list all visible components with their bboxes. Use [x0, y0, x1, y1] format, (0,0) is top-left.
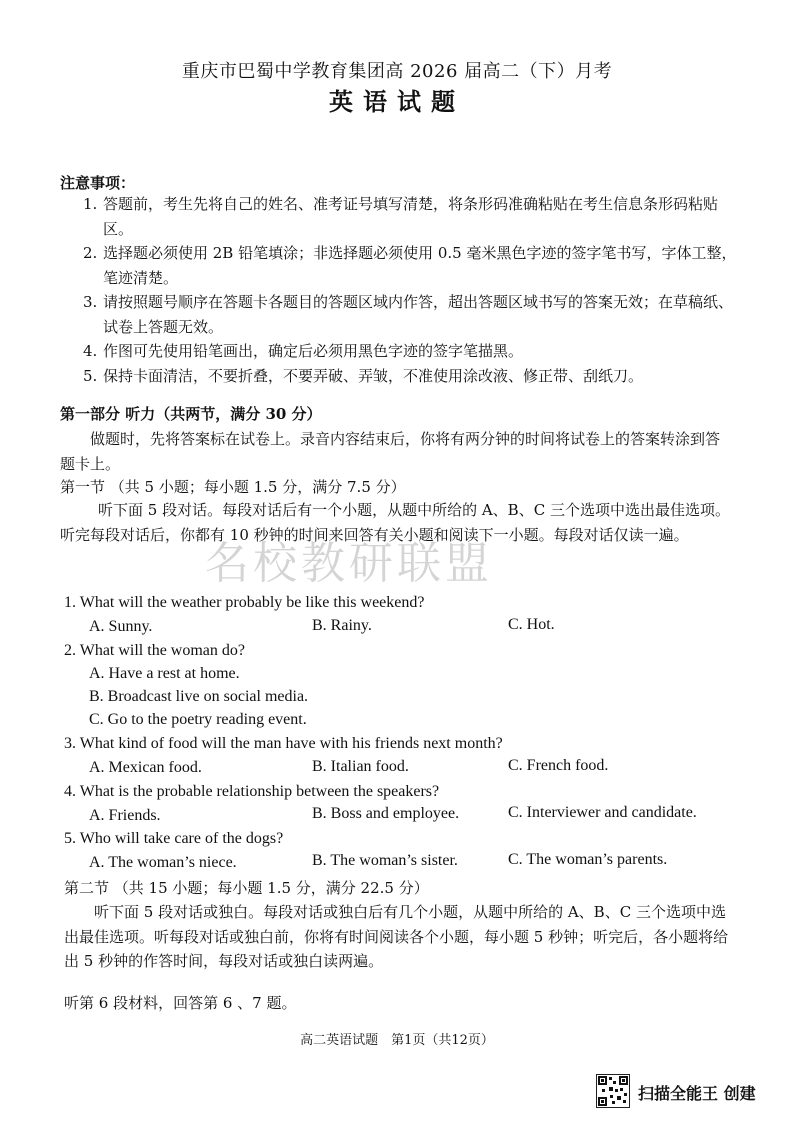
- notice-item-number: 5.: [83, 366, 98, 385]
- option-c: C. Hot.: [508, 616, 555, 633]
- notice-item-number: 4.: [83, 342, 98, 360]
- option-a: A. Have a rest at home.: [89, 665, 240, 682]
- option-b: B. The woman’s sister.: [312, 852, 458, 869]
- option-c: C. The woman’s parents.: [508, 851, 668, 868]
- notice-item-number: 2.: [83, 244, 98, 262]
- notice-item-text: 作图可先使用铅笔画出，确定后必须用黑色字迹的签字笔描黑。: [103, 342, 524, 360]
- qr-code-icon: [596, 1074, 630, 1108]
- section2-instructions: 听下面 5 段对话或独白。每段对话或独白后有几个小题，从题中所给的 A、B、C 三个选项中选出最佳选项。听每段对话或独白前，你将有时间阅读各个小题，每小题 5 秒钟；听完后，各小题将给出 5 秒钟的作答时间，每段对话或独白读两遍。: [64, 903, 729, 970]
- part1-heading: 第一部分 听力（共两节，满分 30 分）: [60, 405, 322, 423]
- option-a: A. The woman’s niece.: [89, 854, 237, 871]
- section1-instructions: 听下面 5 段对话。每段对话后有一个小题，从题中所给的 A、B、C 三个选项中选出最佳选项。听完每段对话后，你都有 10 秒钟的时间来回答有关小题和阅读下一小题。每段对话仅读一遍。: [60, 501, 730, 544]
- option-c: C. Interviewer and candidate.: [508, 804, 697, 821]
- listening-material-6: 听第 6 段材料，回答第 6 、7 题。: [64, 994, 297, 1012]
- notice-item-text: 保持卡面清洁，不要折叠，不要弄破、弄皱，不准使用涂改液、修正带、刮纸刀。: [103, 366, 644, 385]
- question-stem: 1. What will the weather probably be like this weekend?: [64, 594, 425, 611]
- question-stem: 5. Who will take care of the dogs?: [64, 830, 284, 847]
- notice-item-number: 1.: [83, 195, 98, 213]
- section2-heading: 第二节 （共 15 小题；每小题 1.5 分，满分 22.5 分）: [64, 879, 429, 897]
- page-footer: 高二英语试题 第1页（共12页）: [300, 1033, 494, 1048]
- notice-heading: 注意事项：: [60, 174, 136, 192]
- notice-item: [83, 290, 743, 339]
- notice-item-text: 选择题必须使用 2B 铅笔填涂；非选择题必须使用 0.5 毫米黑色字迹的签字笔书写，字体工整，笔迹清楚。: [103, 244, 737, 287]
- notice-item-text: 答题前，考生先将自己的姓名、准考证号填写清楚，将条形码准确粘贴在考生信息条形码粘贴区。: [103, 195, 719, 238]
- notice-item: [83, 192, 743, 241]
- notice-item: [83, 339, 743, 364]
- option-a: A. Friends.: [89, 807, 161, 824]
- option-b: B. Italian food.: [312, 758, 409, 775]
- notice-item-number: 3.: [83, 293, 98, 311]
- option-a: A. Mexican food.: [89, 759, 202, 776]
- watermark: 名校教研联盟: [205, 538, 493, 589]
- notice-item: [83, 364, 743, 389]
- question-stem: 2. What will the woman do?: [64, 642, 245, 659]
- notice-item: [83, 241, 743, 290]
- option-a: A. Sunny.: [89, 618, 153, 635]
- part1-instructions: 做题时，先将答案标在试卷上。录音内容结束后，你将有两分钟的时间将试卷上的答案转涂到答题卡上。: [60, 430, 721, 473]
- question-stem: 3. What kind of food will the man have with his friends next month?: [64, 735, 503, 752]
- exam-title: 重庆市巴蜀中学教育集团高 2026 届高二（下）月考: [181, 61, 613, 82]
- notice-item-text: 请按照题号顺序在答题卡各题目的答题区域内作答，超出答题区域书写的答案无效；在草稿纸、试卷上答题无效。: [103, 293, 734, 336]
- exam-subject-title: 英语试题: [329, 87, 465, 116]
- option-b: B. Broadcast live on social media.: [89, 688, 309, 705]
- notice-list: [83, 192, 743, 388]
- option-b: B. Boss and employee.: [312, 805, 460, 822]
- question-stem: 4. What is the probable relationship between the speakers?: [64, 783, 440, 800]
- section1-heading: 第一节 （共 5 小题；每小题 1.5 分，满分 7.5 分）: [60, 478, 406, 496]
- option-c: C. Go to the poetry reading event.: [89, 711, 307, 728]
- option-b: B. Rainy.: [312, 617, 372, 634]
- option-c: C. French food.: [508, 757, 609, 774]
- scanner-watermark-text: 扫描全能王 创建: [638, 1084, 756, 1103]
